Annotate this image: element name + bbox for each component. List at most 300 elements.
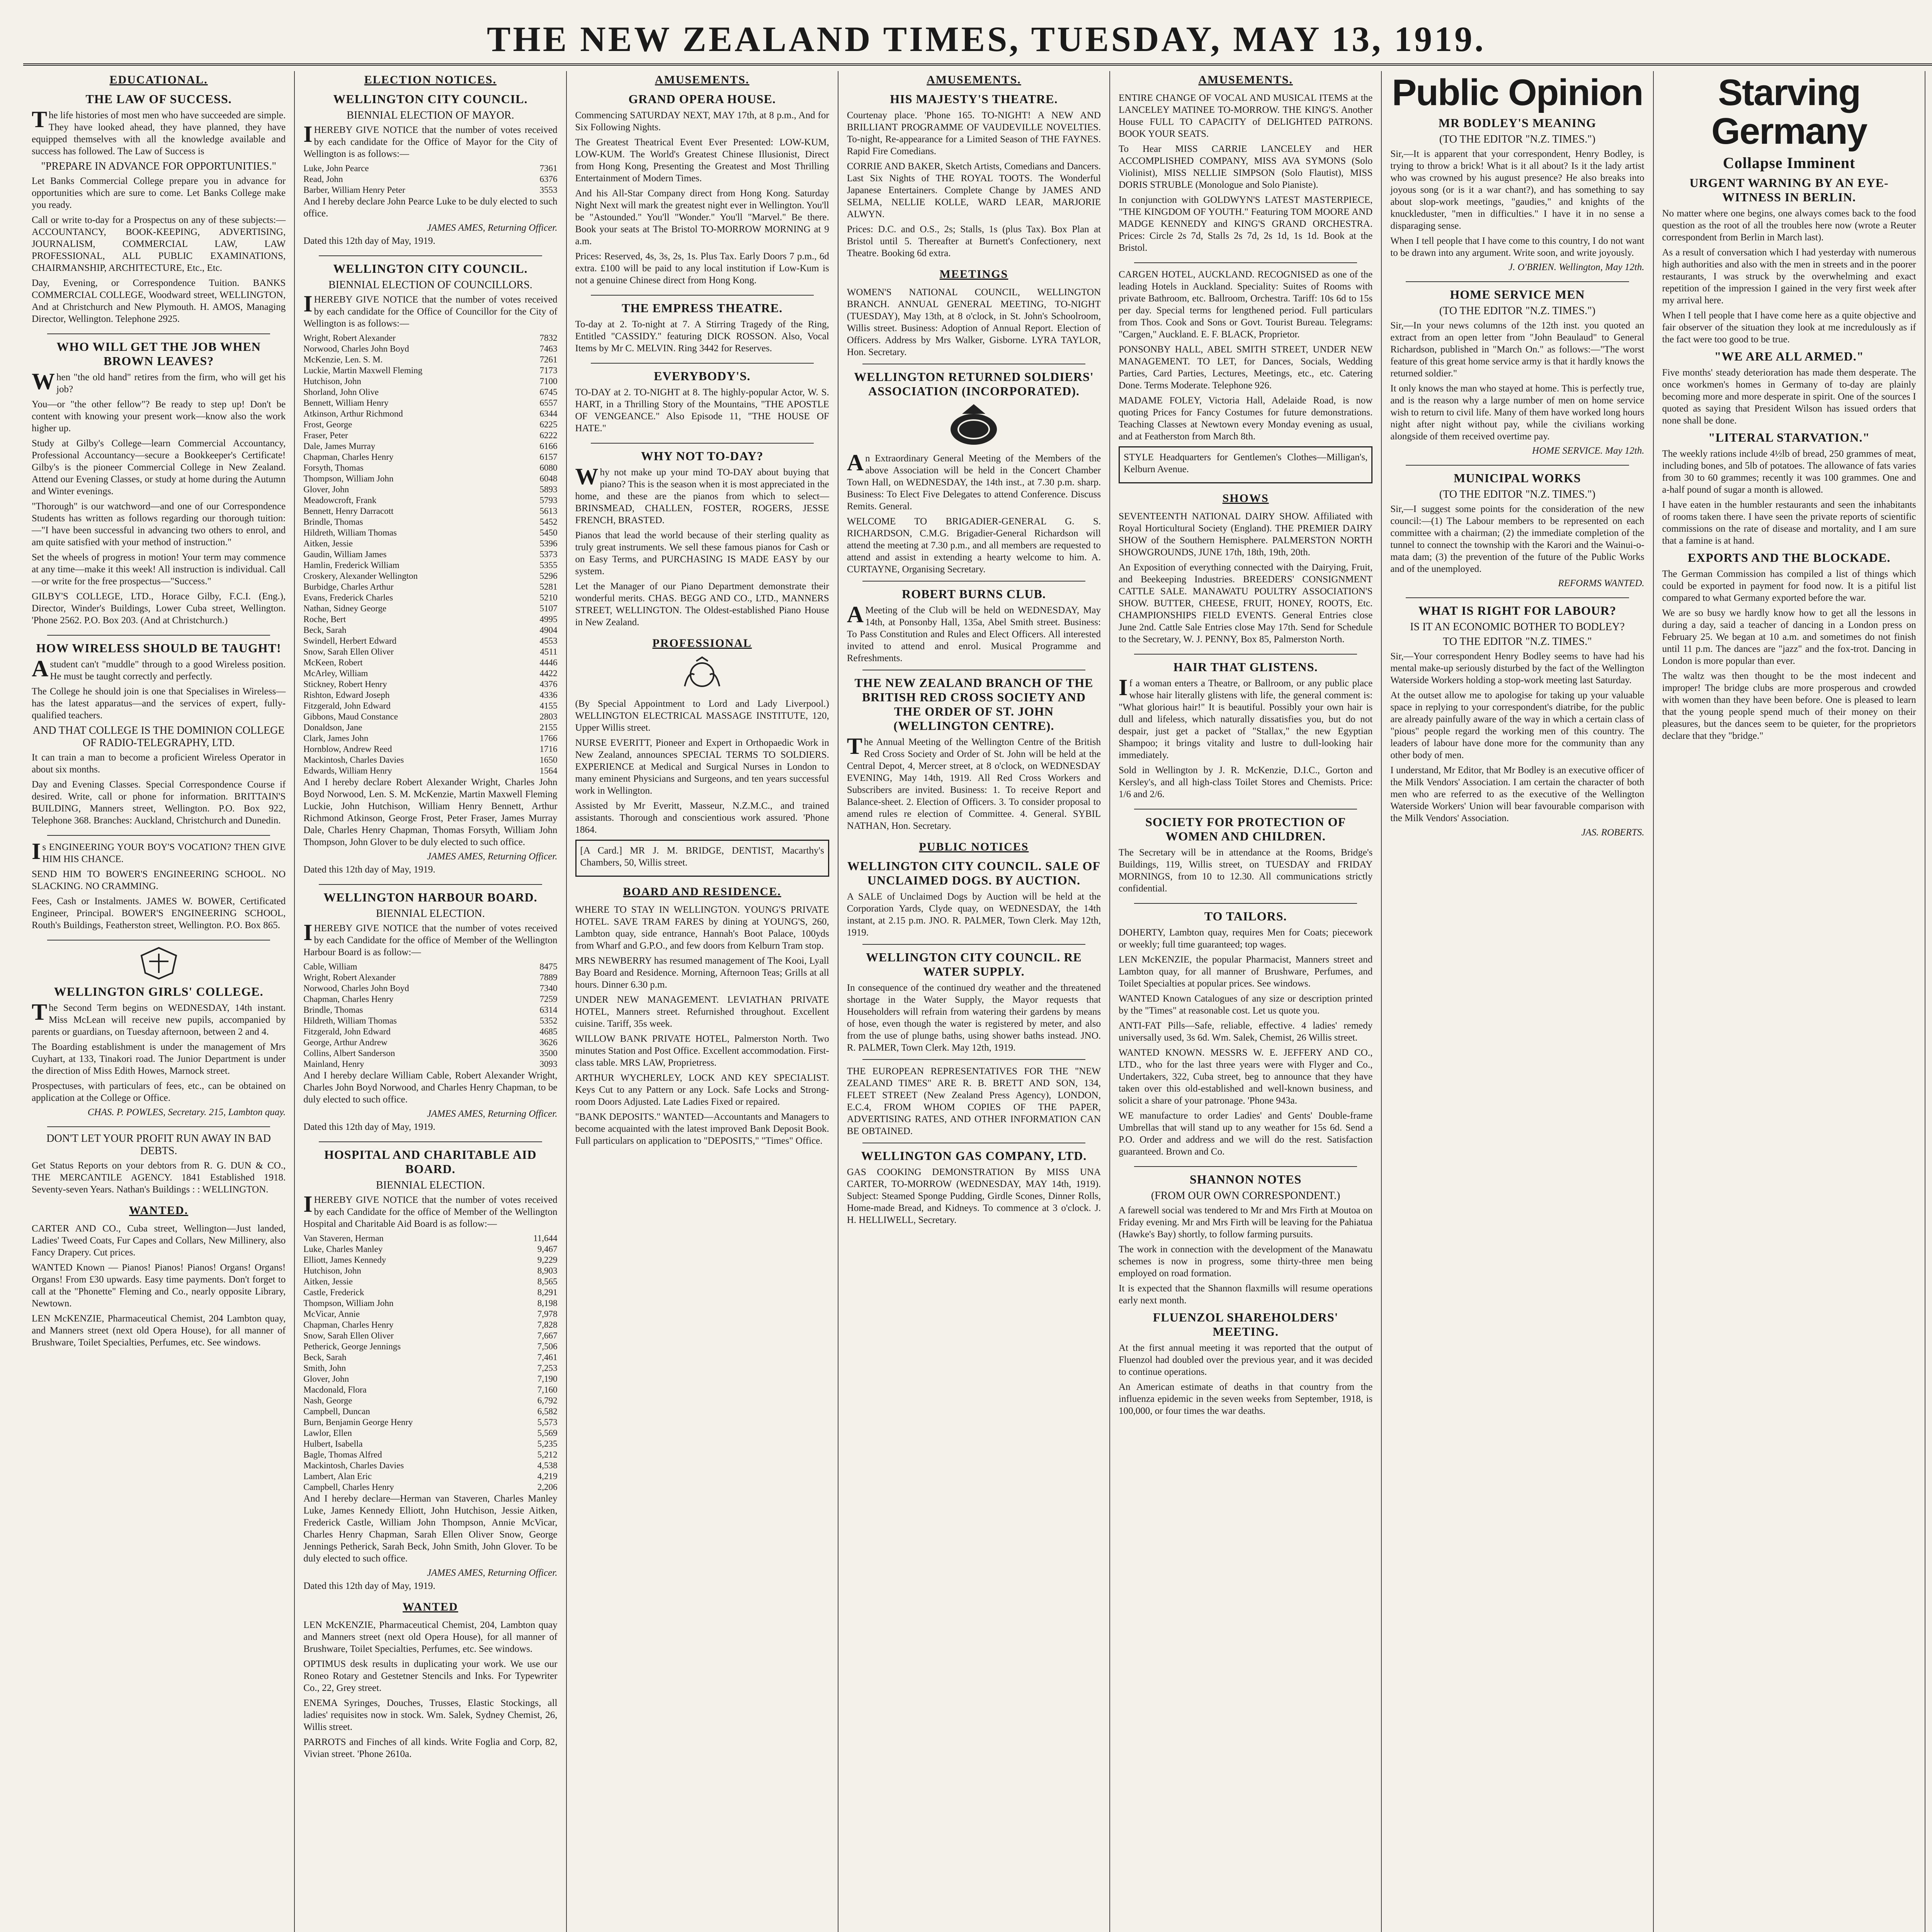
vote-count: 6376 bbox=[539, 174, 558, 184]
vote-count: 7463 bbox=[539, 344, 558, 354]
ad-dun bbox=[32, 1133, 286, 1196]
candidate-name: Forsyth, Thomas bbox=[303, 463, 364, 473]
section-heading: MEETINGS bbox=[939, 268, 1009, 281]
letter-text: Sir,—Your correspondent Henry Bodley seems to have had his mental make-up seriously disturbed by the fact of the Wellington Waterside Workers holding a stop-work meeting last Saturday. bbox=[1390, 651, 1645, 685]
ad-title: HAIR THAT GLISTENS. bbox=[1173, 660, 1318, 674]
section-heading: AMUSEMENTS. bbox=[927, 73, 1021, 86]
vote-row bbox=[303, 1320, 557, 1330]
ad-text: Study at Gilby's College—learn Commercial Accountancy, Professional Accountancy—secure a Bookkeeper's Certificate! Gilby's is the pioneer Commercial College in New Zealand. Attend our Evening Classes, or study at home during the Autumn and Winter evenings. bbox=[32, 438, 286, 497]
vote-count: 6166 bbox=[539, 441, 558, 451]
vote-count: 7173 bbox=[539, 366, 558, 375]
vote-row bbox=[303, 1395, 557, 1406]
vote-row bbox=[303, 1276, 557, 1287]
ad-text: Prices: Reserved, 4s, 3s, 2s, 1s. Plus Tax. Early Doors 7 p.m., 6d extra. £100 will be paid to any local institution if Low-Kum is not a genuine Chinese direct from Hong Kong. bbox=[575, 251, 829, 286]
ad-text: ANTI-FAT Pills—Safe, reliable, effective. 4 ladies' remedy universally used, 3s 6d. Wm. Salek, Chemist, 26 Willis street. bbox=[1119, 1020, 1373, 1043]
vote-count: 7889 bbox=[539, 973, 558, 982]
ad-pianos bbox=[575, 449, 829, 628]
ad-text: The Second Term begins on WEDNESDAY, 14th instant. Miss McLean will receive new pupils, accompanied by parents or guardians, on Tuesday afternoon, between 2 and 4. bbox=[32, 999, 286, 1037]
ad-banks-college bbox=[32, 92, 286, 325]
ad-text: CORRIE AND BAKER, Sketch Artists, Comedians and Dancers. Last Six Nights of THE ROYAL TOOTS. The Wonderful Japanese Entertainers. Complete Change by JAMES AND SELMA, NELLIE KOLLE, WARD LEAR, MARJORIE ALWYN. bbox=[847, 161, 1101, 219]
candidate-name: McKenzie, Len. S. M. bbox=[303, 355, 383, 364]
candidate-name: Luckie, Martin Maxwell Fleming bbox=[303, 366, 423, 375]
vote-count: 1716 bbox=[539, 744, 558, 754]
divider bbox=[591, 295, 814, 296]
column-amusements-3 bbox=[1110, 71, 1382, 1932]
notice-mayor bbox=[303, 92, 557, 247]
letter-title: WHAT IS RIGHT FOR LABOUR? bbox=[1418, 604, 1616, 617]
notice-text: IHEREBY GIVE NOTICE that the number of votes received by each Candidate for the office of Member of the Wellington Hospital and Charitable Aid Board is as follow:— bbox=[303, 1191, 558, 1229]
ad-text: WHERE TO STAY IN WELLINGTON. YOUNG'S PRIVATE HOTEL. SAVE TRAM FARES by dining at YOUNG'S, 260, Lambton quay, side entrance, Hannah's Boot Palace, 100yds from Wharf and G.P.O., and few doors from Kelburn Tram stop. bbox=[575, 905, 829, 951]
divider bbox=[47, 333, 270, 334]
classified-item: ENEMA Syringes, Douches, Trusses, Elastic Stockings, all ladies' requisites now in stock. Wm. Salek, Sydney Chemist, 26, Willis street. bbox=[303, 1698, 558, 1732]
vote-count: 3500 bbox=[539, 1048, 558, 1058]
letter-text: Sir,—It is apparent that your correspondent, Henry Bodley, is trying to throw a brick! What is it all about? Is it the lady artist who was crowned by his august presence? He also breaks into joyous song (or is it a war chant?), and has something to say about slop-work meetings, "gaudies," and knights of the knuckleduster, "men in difficulties." I have it in no sense a disparaging sense. bbox=[1390, 149, 1645, 231]
ad-text: In conjunction with GOLDWYN'S LATEST MASTERPIECE, "THE KINGDOM OF YOUTH." Featuring TOM MOORE AND MADGE KENNEDY and KING'S GRAND ORCHESTRA. Prices: Circle 2s 7d, Stalls 2s 7d, 2s 1d, 1s 1d. Book at the Bristol. bbox=[1119, 195, 1373, 253]
vote-row bbox=[303, 174, 557, 185]
vote-count: 4,219 bbox=[537, 1471, 558, 1481]
vote-row bbox=[303, 1244, 557, 1255]
vote-row bbox=[303, 1330, 557, 1341]
meeting-title: WELLINGTON RETURNED SOLDIERS' ASSOCIATION (INCORPORATED). bbox=[854, 370, 1094, 398]
divider bbox=[591, 443, 814, 444]
vote-row bbox=[303, 419, 557, 430]
candidate-name: Thompson, William John bbox=[303, 474, 394, 483]
ad-text: Commencing SATURDAY NEXT, MAY 17th, at 8 p.m., And for Six Following Nights. bbox=[575, 110, 829, 133]
vote-row bbox=[303, 463, 557, 473]
vote-row bbox=[303, 430, 557, 441]
candidate-name: Glover, John bbox=[303, 1374, 349, 1384]
vote-count: 7361 bbox=[539, 163, 558, 173]
article-title: SHANNON NOTES bbox=[1189, 1172, 1302, 1186]
vote-count: 9,229 bbox=[537, 1255, 558, 1265]
letter-to: (TO THE EDITOR "N.Z. TIMES.") bbox=[1439, 133, 1595, 145]
ad-text: To-day at 2. To-night at 7. A Stirring Tragedy of the Ring, Entitled "CASSIDY." featuring DICK ROSSON. Also, Vocal Items by Mr C. MELVIN. Ring 3442 for Reserves. bbox=[575, 319, 829, 354]
vote-row bbox=[303, 1374, 557, 1384]
ad-kings-theatre bbox=[1119, 92, 1372, 254]
vote-count: 5210 bbox=[539, 593, 558, 602]
candidate-name: Collins, Albert Sanderson bbox=[303, 1048, 395, 1058]
vote-count: 5396 bbox=[539, 539, 558, 548]
vote-count: 3553 bbox=[539, 185, 558, 195]
vote-row bbox=[303, 538, 557, 549]
candidate-name: Luke, John Pearce bbox=[303, 163, 369, 173]
vote-count: 7,461 bbox=[537, 1352, 558, 1362]
vote-count: 6557 bbox=[539, 398, 558, 408]
vote-count: 7,667 bbox=[537, 1331, 558, 1340]
vote-row bbox=[303, 549, 557, 560]
ad-text: Prospectuses, with particulars of fees, etc., can be obtained on application at the College or Office. bbox=[32, 1081, 286, 1103]
vote-count: 6157 bbox=[539, 452, 558, 462]
candidate-name: Van Staveren, Herman bbox=[303, 1233, 384, 1243]
vote-row bbox=[303, 365, 557, 376]
vote-count: 6048 bbox=[539, 474, 558, 483]
vote-count: 8,198 bbox=[537, 1298, 558, 1308]
ad-text: SEND HIM TO BOWER'S ENGINEERING SCHOOL. NO SLACKING. NO CRAMMING. bbox=[32, 869, 286, 891]
ad-dairy-show bbox=[1119, 510, 1372, 645]
ad-text: [A Card.] MR J. M. BRIDGE, DENTIST, Macarthy's Chambers, 50, Willis street. bbox=[580, 845, 824, 868]
section-heading: ELECTION NOTICES. bbox=[364, 73, 497, 86]
ad-text: When "the old hand" retires from the firm, who will get his job? bbox=[32, 369, 286, 395]
ad-text: Get Status Reports on your debtors from R. G. DUN & CO., THE MERCANTILE AGENCY. 1841 Established 1918. Seventy-seven Years. Nathan's Buildings : : WELLINGTON. bbox=[32, 1160, 286, 1195]
candidate-name: Glover, John bbox=[303, 485, 349, 494]
article-title: URGENT WARNING BY AN EYE-WITNESS IN BERLIN. bbox=[1689, 176, 1889, 204]
ad-bower-engineering bbox=[32, 838, 286, 931]
vote-count: 5373 bbox=[539, 549, 558, 559]
ad-text: WILLOW BANK PRIVATE HOTEL, Palmerston North. Two minutes Station and Post Office. Excellent accommodation. First-class table. MRS LAW, Proprietress. bbox=[575, 1034, 829, 1068]
signature: JAMES AMES, Returning Officer. bbox=[427, 1568, 558, 1578]
meeting-text: WELCOME TO BRIGADIER-GENERAL G. S. RICHARDSON, C.M.G. Brigadier-General Richardson will attend the meeting at 7.30 p.m., and all members are requested to attend and assist in extending a hearty welcome to him. A. CURTAYNE, Organising Secretary. bbox=[847, 516, 1101, 575]
ad-text: "Thorough" is our watchword—and one of our Correspondence Students has written as follows regarding our thorough tuition:—"I have been successful in advancing two others to enrol, and am quite satisfied with your method of instruction." bbox=[32, 501, 286, 548]
divider bbox=[862, 944, 1085, 945]
vote-row bbox=[303, 354, 557, 365]
vote-row bbox=[303, 163, 557, 174]
notice-text: IHEREBY GIVE NOTICE that the number of votes received by each candidate for the Office of Councillor for the City of Wellington is as follows:— bbox=[303, 291, 558, 329]
vote-row bbox=[303, 1298, 557, 1309]
vote-row bbox=[303, 473, 557, 484]
ad-title: DON'T LET YOUR PROFIT RUN AWAY IN BAD DEBTS. bbox=[46, 1133, 271, 1157]
candidate-name: Chapman, Charles Henry bbox=[303, 994, 394, 1004]
notice-subtitle: BIENNIAL ELECTION. bbox=[376, 1179, 485, 1191]
article-text: When I tell people that I have come here as a quite objective and fair observer of the situation they look at me incredulously as if the fact were too good to be true. bbox=[1662, 310, 1916, 345]
candidate-name: Nathan, Sidney George bbox=[303, 604, 387, 613]
ad-his-majestys bbox=[847, 92, 1101, 259]
ad-title: WELLINGTON GIRLS' COLLEGE. bbox=[54, 985, 264, 998]
candidate-name: Shorland, John Olive bbox=[303, 387, 379, 397]
vote-row bbox=[303, 1265, 557, 1276]
candidate-name: McKeen, Robert bbox=[303, 658, 363, 667]
column-personalia bbox=[1925, 71, 1932, 1932]
letter-title: HOME SERVICE MEN bbox=[1450, 287, 1585, 301]
notice-title: HOSPITAL AND CHARITABLE AID BOARD. bbox=[324, 1148, 537, 1176]
vote-count: 8,565 bbox=[537, 1277, 558, 1286]
ad-text: An Exposition of everything connected with the Dairying, Fruit, and Beekeeping Industries. BREEDERS' CONSIGNMENT CATTLE SALE. MANAWATU POULTRY ASSOCIATION'S SHOW. BUTTER, CHEESE, FRUIT, HONEY, ROOTS, Etc. CHAMPIONSHIPS FIELD EVENTS. General Entries close June 2nd. Cattle Sale Entries close May 17th. Send for Schedule to the Secretary, W. J. PENNY, Box 85, Palmerston North. bbox=[1119, 562, 1373, 645]
ad-text: Day, Evening, or Correspondence Tuition. BANKS COMMERCIAL COLLEGE, Woodward street, WELLINGTON, And at Christchurch and New Plymouth. H. AMOS, Managing Director, Wellington. Telephone 2925. bbox=[32, 278, 286, 324]
vote-row bbox=[303, 1460, 557, 1471]
vote-count: 7832 bbox=[539, 333, 558, 343]
letter-text: I understand, Mr Editor, that Mr Bodley is an executive officer of the Milk Vendors' Association. I am certain the character of both men who are referred to as the executive of the Wellington Waterside Workers' Union will bear favourable comparison with the Milk Vendors' Association. bbox=[1390, 765, 1645, 823]
column-election-notices bbox=[295, 71, 566, 1932]
crest-icon bbox=[138, 946, 180, 981]
vote-row bbox=[303, 185, 557, 196]
ad-text: Set the wheels of progress in motion! Your term may commence at any time—make it this week! All instruction is individual. Call—or write for the free prospectus—"Success." bbox=[32, 552, 286, 587]
vote-count: 4904 bbox=[539, 625, 558, 635]
divider bbox=[1134, 809, 1357, 810]
candidate-name: Fitzgerald, John Edward bbox=[303, 1027, 391, 1036]
vote-count: 5,235 bbox=[537, 1439, 558, 1449]
vote-count: 7,978 bbox=[537, 1309, 558, 1319]
candidate-name: Bennett, Henry Darracott bbox=[303, 506, 394, 516]
ad-text: AND THAT COLLEGE IS THE DOMINION COLLEGE OF RADIO-TELEGRAPHY, LTD. bbox=[32, 724, 285, 749]
ad-text: MRS NEWBERRY has resumed management of The Kooi, Lyall Bay Board and Residence. Morning, Afternoon Teas; Grills at all hours. Dinner 6.30 p.m. bbox=[575, 956, 829, 990]
candidate-name: Nash, George bbox=[303, 1396, 352, 1405]
vote-count: 6314 bbox=[539, 1005, 558, 1015]
column-amusements-2 bbox=[838, 71, 1110, 1932]
vote-count: 8,903 bbox=[537, 1266, 558, 1276]
letter-text: Sir,—I suggest some points for the consideration of the new council:—(1) The Labour members to be represented on each committee with a chairman; (2) the immediate completion of the tunnel to connect the township with the Karori and the Wainui-o-mata dam; (3) the prevention of the future of the Public Works and of the unemployed. bbox=[1390, 504, 1645, 574]
letter-text: At the outset allow me to apologise for taking up your valuable space in replying to your correspondent's diatribe, for the public are already painfully aware of the way in which a certain class of "pious" people regard the working men of this country. The leaders of labour have done more for the community than any other body of men. bbox=[1390, 690, 1645, 760]
vote-row bbox=[303, 961, 557, 972]
vote-count: 3626 bbox=[539, 1037, 558, 1047]
vote-count: 7,253 bbox=[537, 1363, 558, 1373]
ad-hair bbox=[1119, 660, 1372, 800]
candidate-name: Hildreth, William Thomas bbox=[303, 1016, 397, 1026]
vote-row bbox=[303, 344, 557, 354]
notice-hospital-board bbox=[303, 1148, 557, 1592]
divider bbox=[319, 884, 542, 885]
vote-count: 5296 bbox=[539, 571, 558, 581]
ad-text: ARTHUR WYCHERLEY, LOCK AND KEY SPECIALIST. Keys Cut to any Pattern or any Lock. Safe Locks and Strong-room Doors Adjusted. Late Ladies Fixed or repaired. bbox=[575, 1073, 829, 1107]
candidate-name: Read, John bbox=[303, 174, 343, 184]
notice-subtitle: BIENNIAL ELECTION OF COUNCILLORS. bbox=[328, 279, 532, 291]
vote-row bbox=[303, 657, 557, 668]
vote-row bbox=[303, 983, 557, 994]
ad-text: Pianos that lead the world because of their sterling quality as truly great instruments. We sell these famous pianos for Cash or on Easy Terms, and PURCHASING IS MADE EASY by our system. bbox=[575, 530, 829, 577]
ad-text: Prices: D.C. and O.S., 2s; Stalls, 1s (plus Tax). Box Plan at Bristol until 5. Thereafter at Burnett's Confectionery, next Theatre. Booking 6d extra. bbox=[847, 224, 1101, 259]
ad-title: WHY NOT TO-DAY? bbox=[641, 449, 764, 463]
vote-table bbox=[303, 163, 557, 196]
divider bbox=[47, 635, 270, 636]
ad-text: SEVENTEENTH NATIONAL DAIRY SHOW. Affiliated with Royal Horticultural Society (England). THE PREMIER DAIRY SHOW of the Southern Hemisphere. PALMERSTON NORTH SHOWGROUNDS, JUNE 17th, 18th, 19th, 20th. bbox=[1119, 511, 1373, 558]
ad-text: GILBY'S COLLEGE, LTD., Horace Gilby, F.C.I. (Eng.), Director, Winder's Buildings, Lower Cuba street, Wellington. 'Phone 2562. P.O. Box 203. (And at Christchurch.) bbox=[32, 591, 286, 626]
candidate-name: Clark, James John bbox=[303, 733, 369, 743]
notice-text: IHEREBY GIVE NOTICE that the number of votes received by each candidate for the Office of Mayor for the City of Wellington is as follows:— bbox=[303, 121, 558, 159]
signature: REFORMS WANTED. bbox=[1558, 578, 1645, 588]
meeting-title: THE NEW ZEALAND BRANCH OF THE BRITISH RED CROSS SOCIETY AND THE ORDER OF ST. JOHN (WELLINGTON CENTRE). bbox=[854, 676, 1094, 733]
divider bbox=[47, 835, 270, 836]
candidate-name: Hutchison, John bbox=[303, 1266, 361, 1276]
candidate-name: Brindle, Thomas bbox=[303, 517, 363, 527]
candidate-name: Edwards, William Henry bbox=[303, 766, 392, 776]
article-text: As a result of conversation which I had yesterday with numerous high authorities and also with the men in streets and in the poorer restaurants, I was struck by the overwhelming and exact repetition of the impression I gained in the very first week after my arrival here. bbox=[1662, 247, 1916, 306]
article-shannon-notes bbox=[1119, 1172, 1372, 1417]
vote-row bbox=[303, 1287, 557, 1298]
vote-count: 7259 bbox=[539, 994, 558, 1004]
vote-row bbox=[303, 733, 557, 744]
signature: JAS. ROBERTS. bbox=[1581, 827, 1645, 838]
section-headline: Public Opinion bbox=[1392, 72, 1643, 113]
candidate-name: Wright, Robert Alexander bbox=[303, 973, 396, 982]
vote-row bbox=[303, 1309, 557, 1320]
vote-row bbox=[303, 690, 557, 701]
column-public-opinion bbox=[1382, 71, 1653, 1932]
vote-table bbox=[303, 1233, 557, 1493]
ad-title: WHO WILL GET THE JOB WHEN BROWN LEAVES? bbox=[56, 340, 261, 368]
vote-row bbox=[303, 1384, 557, 1395]
vote-row bbox=[303, 1233, 557, 1244]
vote-row bbox=[303, 1406, 557, 1417]
divider bbox=[1134, 903, 1357, 904]
candidate-name: Smith, John bbox=[303, 1363, 346, 1373]
candidate-name: Mackintosh, Charles Davies bbox=[303, 1461, 404, 1470]
candidate-name: Campbell, Charles Henry bbox=[303, 1482, 394, 1492]
divider bbox=[1406, 281, 1629, 282]
vote-count: 5893 bbox=[539, 485, 558, 494]
divider bbox=[1134, 1166, 1357, 1167]
candidate-name: Barber, William Henry Peter bbox=[303, 185, 405, 195]
returned-soldiers-badge-icon bbox=[943, 402, 1005, 449]
vote-row bbox=[303, 668, 557, 679]
article-text: It is expected that the Shannon flaxmills will resume operations early next month. bbox=[1119, 1283, 1373, 1306]
candidate-name: Hamlin, Frederick William bbox=[303, 560, 400, 570]
signature: JAMES AMES, Returning Officer. bbox=[427, 851, 558, 862]
candidate-name: Hutchison, John bbox=[303, 376, 361, 386]
letter-home-service bbox=[1390, 287, 1644, 456]
candidate-name: Elliott, James Kennedy bbox=[303, 1255, 386, 1265]
vote-row bbox=[303, 614, 557, 625]
vote-row bbox=[303, 755, 557, 765]
ad-title: TO TAILORS. bbox=[1204, 909, 1287, 923]
vote-count: 5,212 bbox=[537, 1450, 558, 1459]
vote-count: 6222 bbox=[539, 430, 558, 440]
notice-subtitle: BIENNIAL ELECTION. bbox=[376, 908, 485, 920]
ad-empress-theatre bbox=[575, 301, 829, 354]
vote-count: 4685 bbox=[539, 1027, 558, 1036]
meeting-text: AMeeting of the Club will be held on WEDNESDAY, May 14th, at Ponsonby Hall, 135a, Abel Smith street. Business: To Pass Constitution and Rules and Elect Officers. All interested invited to attend and enrol. Musical Programme and Refreshments. bbox=[847, 602, 1101, 663]
notice-text: The Secretary will be in attendance at the Rooms, Bridge's Buildings, 119, Willis street, on TUESDAY and FRIDAY MORNINGS, from 10 to 12.30. All communications strictly confidential. bbox=[1119, 847, 1373, 894]
vote-count: 4,538 bbox=[537, 1461, 558, 1470]
ad-text: It can train a man to become a proficient Wireless Operator in about six months. bbox=[32, 752, 286, 775]
ad-text: And his All-Star Company direct from Hong Kong. Saturday Night Next will mark the greatest night ever in Wellington. You'll be "Astounded." You'll "Wonder." You'll "Marvel." Be there. Book your seats at The Bristol TO-MORROW MORNING at 9 a.m. bbox=[575, 188, 829, 247]
notice-subtitle: BIENNIAL ELECTION OF MAYOR. bbox=[347, 109, 514, 121]
vote-count: 5793 bbox=[539, 495, 558, 505]
candidate-name: Fraser, Peter bbox=[303, 430, 348, 440]
notice-harbour-board bbox=[303, 890, 557, 1133]
vote-row bbox=[303, 1417, 557, 1428]
classified-item: LEN McKENZIE, Pharmaceutical Chemist, 204 Lambton quay, and Manners street (next old Opera House), for all manner of Brushware, Toilet Specialties, Perfumes, etc. See windows. bbox=[32, 1313, 286, 1348]
vote-count: 7,828 bbox=[537, 1320, 558, 1330]
vote-count: 6225 bbox=[539, 420, 558, 429]
article-subhead: "WE ARE ALL ARMED." bbox=[1714, 349, 1864, 363]
vote-row bbox=[303, 1428, 557, 1439]
vote-count: 5107 bbox=[539, 604, 558, 613]
ad-gilby-college bbox=[32, 340, 286, 626]
candidate-name: Brindle, Thomas bbox=[303, 1005, 363, 1015]
candidate-name: Petherick, George Jennings bbox=[303, 1342, 401, 1351]
candidate-name: Burbidge, Charles Arthur bbox=[303, 582, 394, 592]
letter-labour bbox=[1390, 604, 1644, 838]
divider bbox=[1134, 654, 1357, 655]
vote-count: 6,792 bbox=[537, 1396, 558, 1405]
ad-title: HIS MAJESTY'S THEATRE. bbox=[890, 92, 1058, 106]
hotel-ads bbox=[1119, 269, 1372, 483]
ad-text: ENTIRE CHANGE OF VOCAL AND MUSICAL ITEMS at the LANCELEY MATINEE TO-MORROW. THE KING'S. Another House FULL TO CAPACITY of DELIGHTED PATRONS. BOOK YOUR SEATS. bbox=[1119, 93, 1373, 139]
notice-text: A SALE of Unclaimed Dogs by Auction will be held at the Corporation Yards, Clyde quay, on WEDNESDAY, the 14th instant, at 2.15 p.m. JNO. R. PALMER, Town Clerk. May 12th, 1919. bbox=[847, 891, 1101, 938]
section-heading: EDUCATIONAL. bbox=[109, 73, 208, 86]
letter-subtitle: IS IT AN ECONOMIC BOTHER TO BODLEY? bbox=[1410, 621, 1625, 633]
letter-text: When I tell people that I have come to this country, I do not want to be drawn into any argument. Write soon, and write joyously. bbox=[1390, 236, 1645, 258]
candidate-name: Snow, Sarah Ellen Oliver bbox=[303, 647, 394, 656]
ad-slogan: "PREPARE IN ADVANCE FOR OPPORTUNITIES." bbox=[41, 160, 276, 172]
masthead bbox=[23, 15, 1932, 66]
ad-milligans bbox=[1119, 446, 1372, 483]
board-residence-ads bbox=[575, 904, 829, 1147]
notice-title: WELLINGTON CITY COUNCIL. bbox=[333, 262, 528, 276]
ad-text: To Hear MISS CARRIE LANCELEY and HER ACCOMPLISHED COMPANY, MISS AVA SYMONS (Solo Violinist), MISS NELLIE SIMPSON (Solo Flautist), MISS DORIS STRUBLE (Monologue and Solo Pianiste). bbox=[1119, 144, 1373, 190]
candidate-name: Cable, William bbox=[303, 962, 357, 971]
candidate-name: Meadowcroft, Frank bbox=[303, 495, 377, 505]
vote-row bbox=[303, 722, 557, 733]
candidate-name: Beck, Sarah bbox=[303, 625, 347, 635]
letter-bodley bbox=[1390, 116, 1644, 273]
vote-count: 4155 bbox=[539, 701, 558, 711]
candidate-name: Hildreth, William Thomas bbox=[303, 528, 397, 537]
vote-row bbox=[303, 582, 557, 592]
section-subheadline: Collapse Imminent bbox=[1723, 154, 1855, 172]
notice-date: Dated this 12th day of May, 1919. bbox=[303, 1122, 435, 1132]
ad-title: THE LAW OF SUCCESS. bbox=[85, 92, 232, 106]
candidate-name: Macdonald, Flora bbox=[303, 1385, 367, 1395]
vote-count: 4336 bbox=[539, 690, 558, 700]
notice-society bbox=[1119, 815, 1372, 895]
candidate-name: Croskery, Alexander Wellington bbox=[303, 571, 418, 581]
article-text: Five months' steady deterioration has made them desperate. The once workmen's homes in Germany of to-day are plainly becoming more and more desperate in spirit. One of the sources I quoted as saying that President Wilson has issued orders that none shall be done. bbox=[1662, 367, 1916, 426]
vote-row bbox=[303, 1255, 557, 1265]
vote-count: 7340 bbox=[539, 983, 558, 993]
section-heading: BOARD AND RESIDENCE. bbox=[623, 885, 781, 898]
meeting-text: An Extraordinary General Meeting of the Members of the above Association will be held in the Concert Chamber Town Hall, on WEDNESDAY, the 14th inst., at 7.30 p.m. sharp. Business: To Elect Five Delegates to attend Conference. Discuss Remits. General. bbox=[847, 450, 1101, 512]
royal-coat-of-arms-icon bbox=[677, 655, 727, 694]
ad-text: Courtenay place. 'Phone 165. TO-NIGHT! A NEW AND BRILLIANT PROGRAMME OF VAUDEVILLE NOVELTIES. To-night, Re-appearance for a Limited Season of THE FAYNES. Rapid Fire Comedians. bbox=[847, 110, 1101, 156]
ad-grand-opera-house bbox=[575, 92, 829, 286]
vote-count: 5352 bbox=[539, 1016, 558, 1026]
divider bbox=[862, 1059, 1085, 1060]
ad-text: Why not make up your mind TO-DAY about buying that piano? This is the season when it is most appreciated in the home, and these are the pianos from which to select—BRINSMEAD, CHALLEN, FOSTER, ROGERS, JESSE FRENCH, BRASTED. bbox=[575, 464, 829, 526]
candidate-name: Castle, Frederick bbox=[303, 1287, 364, 1297]
candidate-name: Donaldson, Jane bbox=[303, 723, 362, 732]
letter-municipal-works bbox=[1390, 471, 1644, 589]
vote-row bbox=[303, 1471, 557, 1482]
vote-row bbox=[303, 376, 557, 387]
ad-text: WANTED KNOWN. MESSRS W. E. JEFFERY AND CO., LTD., who for the last three years were with Flyger and Co., Undertakers, 322, Cuba street, beg to announce that they have taken over this old-established and well-known business, and solicit a share of your patronage. 'Phone 943a. bbox=[1119, 1048, 1373, 1106]
article-text: The German Commission has compiled a list of things which could be exported in payment for food now. It is a pitiful list compared to what Germany exported before the war. bbox=[1662, 569, 1916, 603]
ad-text: LEN McKENZIE, the popular Pharmacist, Manners street and Lambton quay, for all manner of Brushware, Perfumes, and Toilet Specialties at popular prices. See windows. bbox=[1119, 954, 1373, 989]
vote-count: 4446 bbox=[539, 658, 558, 667]
vote-count: 4376 bbox=[539, 679, 558, 689]
vote-count: 7,160 bbox=[537, 1385, 558, 1395]
ad-text: NURSE EVERITT, Pioneer and Expert in Orthopaedic Work in New Zealand, announces SPECIAL TERMS TO SOLDIERS. EXPERIENCE at Medical and Surgical Nurses in London to many eminent Physicians and Surgeons, and ten years successful work in Wellington. bbox=[575, 738, 829, 796]
vote-count: 3093 bbox=[539, 1059, 558, 1069]
ad-text: WANTED Known Catalogues of any size or description printed by the "Times" at reasonable cost. Let us quote you. bbox=[1119, 993, 1373, 1016]
article-text: We are so busy we hardly know how to get all the lessons in during a day, said a teacher of dancing in a London press on February 25. We began at 10 a.m. and sometimes do not finish until 11 p.m. The dances are "jazz" and the fox-trot. Dancing in London is more popular than ever. bbox=[1662, 608, 1916, 666]
vote-count: 8475 bbox=[539, 962, 558, 971]
divider bbox=[319, 255, 542, 256]
meeting-text: The Annual Meeting of the Wellington Centre of the British Red Cross Society and Order of St. John will be held at the Central Depot, 4, Mercer street, at 8 o'clock, on WEDNESDAY EVENING, May 14th, 1919. All Red Cross Workers and Subscribers are invited. Business: 1. To receive Report and Balance-sheet. 2. Election of Officers. 3. To consider proposal to amend rules re election of Committee. 4. General. SYBIL NATHAN, Hon. Secretary. bbox=[847, 733, 1101, 831]
columns bbox=[23, 71, 1932, 1932]
ad-text: PONSONBY HALL, ABEL SMITH STREET, UNDER NEW MANAGEMENT. TO LET, for Dances, Socials, Wedding Parties, Card Parties, Lectures, Meetings, etc., etc. Catering Done. Terms Moderate. Telephone 926. bbox=[1119, 344, 1373, 391]
candidate-name: Burn, Benjamin George Henry bbox=[303, 1417, 413, 1427]
candidate-name: Lawlor, Ellen bbox=[303, 1428, 352, 1438]
vote-count: 6080 bbox=[539, 463, 558, 473]
vote-row bbox=[303, 711, 557, 722]
vote-row bbox=[303, 1059, 557, 1070]
article-text: The weekly rations include 4½lb of bread, 250 grammes of meat, including bones, and 5lb of potatoes. The allowance of fats varies from 30 to 60 grammes; recently it was 100 grammes. One and a-half pound of sugar a month is allowed. bbox=[1662, 449, 1916, 495]
ad-text: MADAME FOLEY, Victoria Hall, Adelaide Road, is now quoting Prices for Fancy Costumes for future demonstrations. Teaching Classes at Newtown every Monday evening as usual, and at Featherston from March 8th. bbox=[1119, 395, 1373, 442]
candidate-name: George, Arthur Andrew bbox=[303, 1037, 388, 1047]
vote-count: 6,582 bbox=[537, 1406, 558, 1416]
candidate-name: Dale, James Murray bbox=[303, 441, 376, 451]
vote-row bbox=[303, 560, 557, 571]
ad-text: DOHERTY, Lambton quay, requires Men for Coats; piecework or weekly; full time guaranteed; top wages. bbox=[1119, 927, 1373, 950]
small-ads bbox=[1119, 909, 1372, 1158]
vote-count: 1650 bbox=[539, 755, 558, 765]
candidate-name: Thompson, William John bbox=[303, 1298, 394, 1308]
ad-text: You—or "the other fellow"? Be ready to step up! Don't be content with knowing your present work—know also the work higher up. bbox=[32, 399, 286, 434]
candidate-name: Rishton, Edward Joseph bbox=[303, 690, 390, 700]
vote-count: 5355 bbox=[539, 560, 558, 570]
vote-table bbox=[303, 961, 557, 1070]
divider bbox=[591, 363, 814, 364]
vote-count: 7100 bbox=[539, 376, 558, 386]
